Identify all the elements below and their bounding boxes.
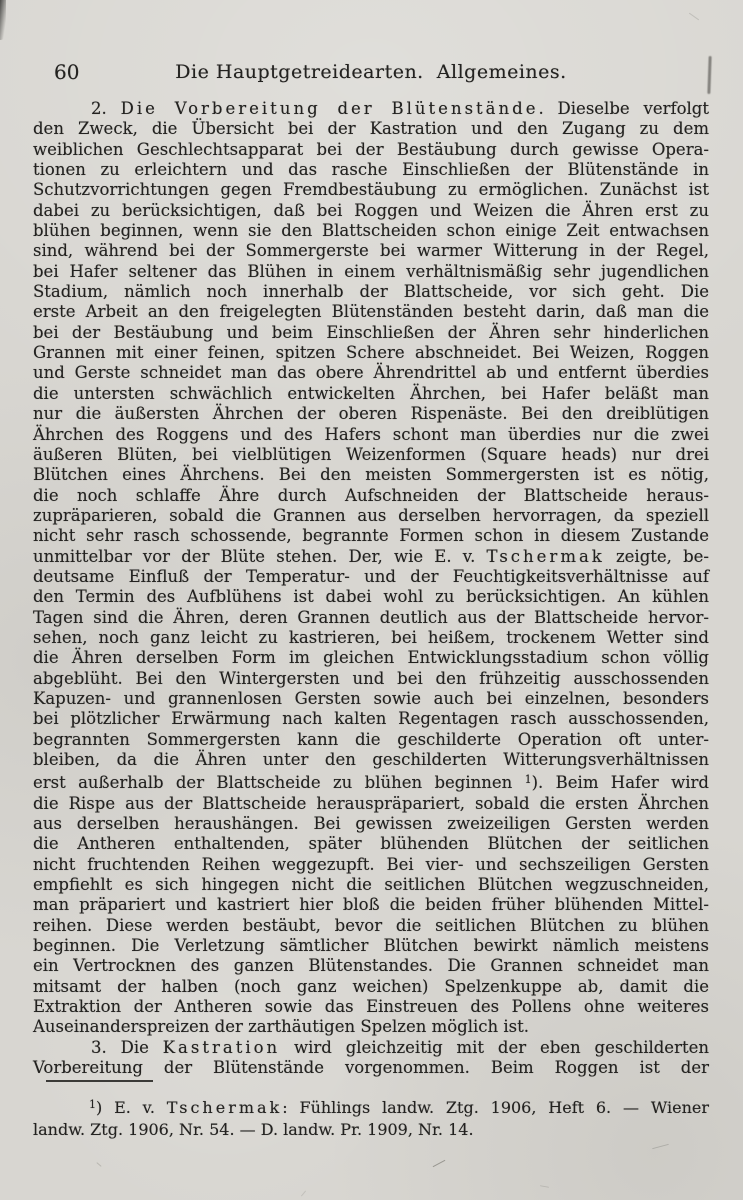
text-line	[33, 160, 709, 180]
text-line	[33, 241, 709, 261]
text-line	[33, 770, 709, 793]
text-line	[33, 425, 709, 445]
text-segment: wird gleichzeitig mit der eben geschilderten	[280, 1037, 709, 1057]
text-segment: sind, während bei der Sommergerste bei warmer Witterung in der Regel,	[33, 241, 709, 261]
text-line	[33, 201, 709, 221]
text-segment: Extraktion der Antheren sowie das Einstreuen des Pollens ohne weiteres	[33, 997, 709, 1017]
text-line	[33, 1017, 709, 1037]
text-line	[33, 1094, 709, 1119]
text-segment: und Gerste schneidet man das obere Ährendrittel ab und entfernt überdies	[33, 363, 709, 383]
text-line	[33, 384, 709, 404]
text-line	[33, 1058, 709, 1078]
text-segment: erste Arbeit an den freigelegten Blütenständen besteht darin, daß man die	[33, 302, 709, 322]
text-line	[33, 855, 709, 875]
text-segment: mitsamt der halben (noch ganz weichen) Spelzenkuppe ab, damit die	[33, 976, 709, 996]
scan-artifact-right-edge	[707, 56, 711, 94]
text-line	[33, 99, 709, 119]
text-line	[33, 648, 709, 668]
paper-fiber	[301, 1190, 306, 1196]
text-line	[33, 363, 709, 383]
text-line	[33, 180, 709, 200]
text-segment: zeigte, be-	[604, 546, 709, 566]
text-line	[33, 486, 709, 506]
letterspaced-emphasis: Kastration	[162, 1037, 281, 1057]
text-line	[33, 445, 709, 465]
text-segment: erst außerhalb der Blattscheide zu blühen beginnen	[33, 773, 525, 793]
text-segment: die untersten schwächlich entwickelten Ährchen, bei Hafer beläßt man	[33, 383, 709, 403]
footnote-text	[33, 1094, 709, 1140]
letterspaced-emphasis: Tschermak	[486, 546, 605, 566]
text-line	[33, 730, 709, 750]
text-segment: nur die äußersten Ährchen der oberen Rispenäste. Bei den dreiblütigen	[33, 404, 709, 424]
footnote-marker: 1	[89, 1098, 96, 1111]
paper-fiber	[96, 1162, 101, 1167]
body-text	[33, 99, 709, 1079]
text-segment: zupräparieren, sobald die Grannen aus derselben hervorragen, da speziell	[33, 505, 709, 525]
text-segment: 2.	[91, 99, 121, 118]
text-line	[33, 221, 709, 241]
text-segment: . Dieselbe verfolgt	[538, 99, 709, 118]
text-line	[33, 875, 709, 895]
text-segment: empfiehlt es sich hingegen nicht die seitlichen Blütchen wegzuschneiden,	[33, 875, 709, 895]
text-line	[33, 628, 709, 648]
text-line	[33, 567, 709, 587]
text-segment: dabei zu berücksichtigen, daß bei Roggen und Weizen die Ähren erst zu	[33, 200, 709, 220]
text-line	[33, 465, 709, 485]
text-segment: abgeblüht. Bei den Wintergersten und bei den frühzeitig ausschossenden	[33, 668, 709, 688]
text-segment: ) E. v.	[96, 1098, 167, 1117]
text-segment: ). Beim Hafer wird	[531, 773, 709, 793]
text-line	[33, 750, 709, 770]
text-line	[33, 547, 709, 567]
text-line	[33, 140, 709, 160]
text-line	[33, 814, 709, 834]
text-segment: deutsame Einfluß der Temperatur- und der Feuchtigkeitsverhältnisse auf	[33, 566, 709, 586]
text-line	[33, 1038, 709, 1058]
paper-fiber	[689, 13, 699, 21]
text-segment: Tagen sind die Ähren, deren Grannen deutlich aus der Blattscheide hervor-	[33, 607, 709, 627]
text-segment: reihen. Diese werden bestäubt, bevor die seitlichen Blütchen zu blühen	[33, 915, 709, 935]
text-line	[33, 343, 709, 363]
text-segment: den Zweck, die Übersicht bei der Kastration und den Zugang zu dem	[33, 119, 709, 139]
text-segment: beginnen. Die Verletzung sämtlicher Blütchen bewirkt nämlich meistens	[33, 936, 709, 956]
letterspaced-emphasis: Tschermak	[166, 1098, 283, 1117]
text-line	[33, 1119, 709, 1141]
text-segment: blühen beginnen, wenn sie den Blattscheiden schon einige Zeit entwachsen	[33, 221, 709, 241]
paper-fiber	[540, 1185, 549, 1188]
text-line	[33, 282, 709, 302]
text-segment: die Antheren enthaltenden, später blühenden Blütchen der seitlichen	[33, 834, 709, 854]
text-line	[33, 323, 709, 343]
footnote-marker: 1	[524, 773, 532, 787]
text-segment: Kapuzen- und grannenlosen Gersten sowie auch bei einzelnen, besonders	[33, 688, 709, 708]
text-segment: nicht fruchtenden Reihen weggezupft. Bei vier- und sechszeiligen Gersten	[33, 854, 709, 874]
running-title: Die Hauptgetreidearten. Allgemeines.	[175, 61, 567, 83]
text-segment: Schutzvorrichtungen gegen Fremdbestäubung zu ermöglichen. Zunächst ist	[33, 180, 709, 200]
text-segment: bei Hafer seltener das Blühen in einem verhältnismäßig sehr jugendlichen	[33, 261, 709, 281]
text-line	[33, 119, 709, 139]
text-line	[33, 506, 709, 526]
page-header	[33, 59, 709, 85]
text-line	[33, 916, 709, 936]
text-line	[33, 977, 709, 997]
text-segment: Blütchen eines Ährchens. Bei den meisten Sommergersten ist es nötig,	[33, 465, 709, 485]
text-segment: : Fühlings landw. Ztg. 1906, Heft 6. — Wiener	[282, 1098, 709, 1117]
text-segment: weiblichen Geschlechtsapparat bei der Bestäubung durch gewisse Opera-	[33, 139, 709, 159]
text-segment: Auseinanderspreizen der zarthäutigen Spelzen möglich ist.	[33, 1017, 530, 1037]
text-line	[33, 997, 709, 1017]
text-line	[33, 689, 709, 709]
scan-artifact-top-left	[0, 0, 6, 40]
text-segment: Vorbereitung der Blütenstände vorgenommen. Beim Roggen ist der	[33, 1058, 709, 1078]
letterspaced-emphasis: Die Vorbereitung der Blütenstände	[120, 99, 539, 118]
text-segment: Stadium, nämlich noch innerhalb der Blattscheide, vor sich geht. Die	[33, 282, 709, 302]
text-segment: bei der Bestäubung und beim Einschließen der Ähren sehr hinderlichen	[33, 322, 709, 342]
text-segment: nicht sehr rasch schossende, begrannte Formen schon in diesem Zustande	[33, 526, 709, 546]
text-segment: aus derselben heraushängen. Bei gewissen zweizeiligen Gersten werden	[33, 814, 709, 834]
text-segment: bleiben, da die Ähren unter den geschilderten Witterungsverhältnissen	[33, 750, 709, 769]
text-line	[33, 526, 709, 546]
text-line	[33, 956, 709, 976]
text-segment: tionen zu erleichtern und das rasche Einschließen der Blütenstände in	[33, 160, 709, 180]
text-line	[33, 669, 709, 689]
text-line	[33, 936, 709, 956]
paper-fiber	[433, 1160, 446, 1167]
text-segment: unmittelbar vor der Blüte stehen. Der, wie E. v.	[33, 546, 487, 566]
text-line	[33, 709, 709, 729]
text-segment: den Termin des Aufblühens ist dabei wohl zu berücksichtigen. An kühlen	[33, 587, 709, 607]
text-line	[33, 794, 709, 814]
paper-fiber	[652, 1144, 669, 1149]
text-segment: landw. Ztg. 1906, Nr. 54. — D. landw. Pr. 1909, Nr. 14.	[33, 1119, 474, 1139]
text-line	[33, 608, 709, 628]
paper-fiber	[583, 133, 588, 134]
text-segment: die Rispe aus der Blattscheide herauspräpariert, sobald die ersten Ährchen	[33, 793, 709, 813]
text-segment: bei plötzlicher Erwärmung nach kalten Regentagen rasch ausschossenden,	[33, 709, 709, 729]
text-line	[33, 895, 709, 915]
text-segment: die Ähren derselben Form im gleichen Entwicklungsstadium schon völlig	[33, 648, 709, 668]
text-segment: man präpariert und kastriert hier bloß die beiden früher blühenden Mittel-	[33, 895, 709, 915]
text-segment: äußeren Blüten, bei vielblütigen Weizenformen (Square heads) nur drei	[33, 444, 709, 464]
text-line	[33, 834, 709, 854]
text-segment: Ährchen des Roggens und des Hafers schont man überdies nur die zwei	[33, 424, 709, 444]
text-segment: Grannen mit einer feinen, spitzen Schere abschneidet. Bei Weizen, Roggen	[33, 343, 709, 363]
text-segment: sehen, noch ganz leicht zu kastrieren, bei heißem, trockenem Wetter sind	[33, 627, 709, 647]
page-number: 60	[54, 60, 80, 84]
footnote-separator	[46, 1080, 153, 1082]
text-segment: begrannten Sommergersten kann die geschilderte Operation oft unter-	[33, 729, 709, 749]
text-segment: 3. Die	[91, 1037, 163, 1057]
text-line	[33, 302, 709, 322]
text-line	[33, 587, 709, 607]
text-segment: die noch schlaffe Ähre durch Aufschneiden der Blattscheide heraus-	[33, 485, 709, 505]
text-line	[33, 262, 709, 282]
text-segment: ein Vertrocknen des ganzen Blütenstandes. Die Grannen schneidet man	[33, 956, 709, 976]
text-line	[33, 404, 709, 424]
